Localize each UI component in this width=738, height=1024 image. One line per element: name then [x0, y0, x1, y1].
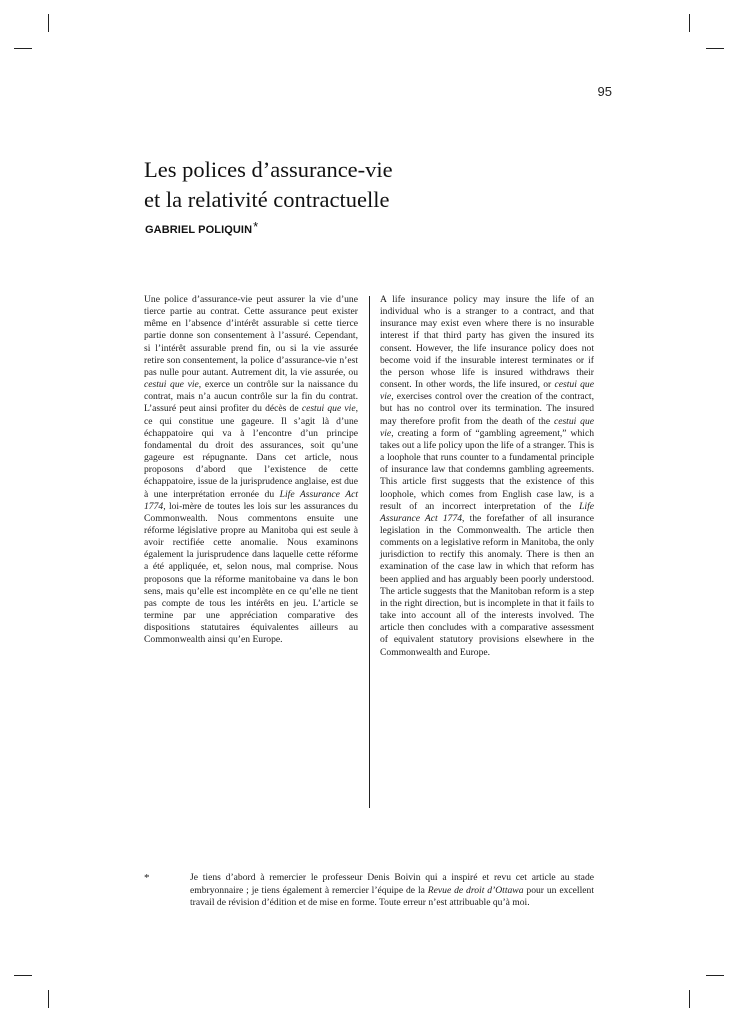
abstract-fr-italic: cestui que vie — [144, 379, 199, 391]
article-title — [144, 155, 564, 215]
abstract-fr-text: Une police d’assurance-vie peut assurer la vie d’une tierce partie au contrat. Cette assurance peut exister même en l’absence d’intérêt assurable si cette tierce partie donne son consentement à l’assuré. Cependant, si l’intérêt assurable prend fin, ou si la vie assurée retire son consentement, la police d’assurance-vie n’est pas nulle pour autant. Autrement dit, la vie assurée, ou — [144, 294, 358, 378]
crop-mark-top-right — [689, 14, 690, 32]
abstract-fr-text: , exerce un contrôle sur la naissance du contrat, mais n’a aucun contrôle sur la fin du contrat. L’assuré peut ainsi profiter du décès de — [144, 379, 358, 415]
crop-mark-top-left — [14, 48, 32, 49]
abstract-en-italic: cestui que vie — [380, 415, 594, 439]
abstract-en-text: , creating a form of “gambling agreement,” which takes out a life policy upon the life of a stranger. This is a loophole that runs counter to a fundamental principle of insurance law that condemns gambling agreements. This article first suggests that the existence of this loophole, which comes from English case law, is a result of an incorrect interpretation of the — [380, 427, 594, 512]
column-divider — [369, 296, 370, 808]
author-footnote-mark: * — [253, 219, 259, 234]
crop-mark-bottom-left — [14, 975, 32, 976]
abstract-en-text: A life insurance policy may insure the life of an individual who is a stranger to a contract, and that insurance may exist even where there is no insurable interest if that third party has given the insured its consent. However, the life insurance policy does not become void if the insurable interest terminates or if the person whose life is insured withdraws their consent. In other words, the life insured, or — [380, 294, 594, 391]
abstract-en-italic: Life Assurance Act 1774 — [380, 500, 594, 524]
footnote-text — [190, 872, 594, 910]
abstract-fr-text: , ce qui constitue une gageure. Il s’agit là d’une échappatoire qui va à l’encontre d’un principe fondamental du droit des assurances, soit qu’une gageure est répugnante. Dans cet article, nous proposons d’abord que l’existence de cette échappatoire, issue de la jurisprudence anglaise, est due à une interprétation erronée du — [144, 403, 358, 500]
crop-mark-bottom-right — [706, 975, 724, 976]
abstract-en-italic: cestui que vie — [380, 379, 594, 403]
crop-mark-bottom-left — [48, 990, 49, 1008]
crop-mark-bottom-right — [689, 990, 690, 1008]
footnote-text-part: Je tiens d’abord à remercier le professeur Denis Boivin qui a inspiré et revu cet article au stade embryonnaire ; je tiens également à remercier l’équipe de la — [190, 872, 594, 896]
footnote-text-part: pour un excellent travail de révision d’édition et de mise en forme. Toute erreur n’est attribuable qu’à moi. — [190, 884, 594, 908]
crop-mark-top-right — [706, 48, 724, 49]
abstract-en-text: , exercises control over the creation of the contract, but has no control over its termination. The insured may therefore profit from the death of the — [380, 391, 594, 427]
abstract-fr-italic: cestui que vie — [301, 403, 356, 415]
abstract-english — [380, 294, 594, 659]
crop-mark-top-left — [48, 14, 49, 32]
author-name: GABRIEL POLIQUIN — [145, 224, 253, 236]
abstract-en-text: , the forefather of all insurance legislation in the Commonwealth. The article then comments on a legislative reform in Manitoba, the only jurisdiction to rectify this anomaly. There is then an examination of the case law in which that reform has been applied and has arguably been poorly understood. The article suggests that the Manitoban reform is a step in the right direction, but is incomplete in that it fails to take into account all of the interests involved. The article then concludes with a comparative assessment of equivalent statutory provisions elsewhere in the Commonwealth and Europe. — [380, 512, 594, 658]
author-byline — [145, 219, 258, 236]
abstract-fr-italic: Life Assurance Act 1774 — [144, 488, 358, 512]
article-title-line-2: et la relativité contractuelle — [144, 187, 390, 213]
abstract-fr-text: , loi-mère de toutes les lois sur les assurances du Commonwealth. Nous commentons ensuite une réforme législative propre au Manitoba qui est seule à avoir rectifiée cette anomalie. Nous examinons également la jurisprudence dans laquelle cette réforme a été appliquée, et, selon nous, mal comprise. Nous proposons que la réforme manitobaine va dans le bon sens, mais qu’elle est incomplète en ce qu’elle ne tient pas compte de tous les intérêts en jeu. L’article se termine par une appréciation comparative des dispositions statutaires équivalentes ailleurs au Commonwealth ainsi qu’en Europe. — [144, 500, 358, 646]
article-title-line-1: Les polices d’assurance-vie — [144, 157, 393, 183]
abstract-french — [144, 294, 358, 647]
footnote — [144, 872, 594, 910]
footnote-mark: * — [144, 872, 150, 884]
footnote-italic: Revue de droit d’Ottawa — [427, 884, 524, 896]
page-number: 95 — [597, 84, 612, 99]
